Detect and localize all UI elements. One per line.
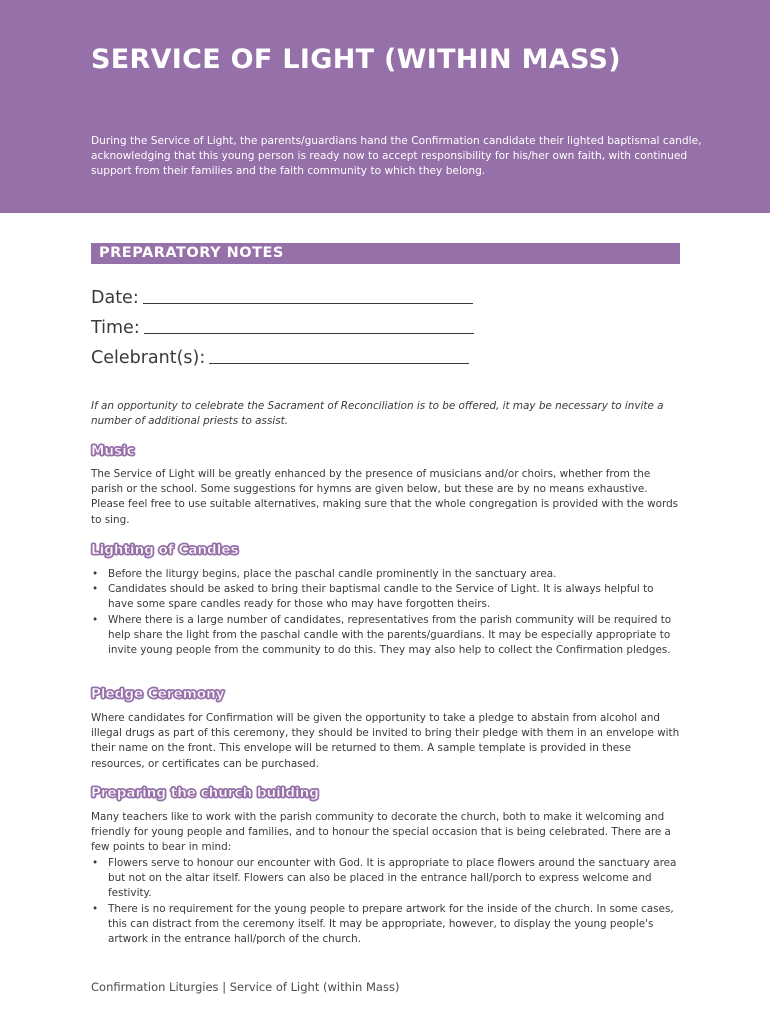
candles-list	[91, 567, 681, 658]
page-title: SERVICE OF LIGHT (WITHIN MASS)	[91, 44, 621, 75]
date-blank-line	[143, 283, 473, 304]
time-field	[91, 313, 474, 343]
candles-heading: Lighting of Candles	[91, 542, 239, 558]
list-item: • Where there is a large number of candidates, representatives from the parish community will be required to help share the light from the paschal candle with the parents/guardians. It may be especially appropriate to invite young people from the community to do this. They may also help to collect the Confirmation pledges.	[91, 613, 681, 659]
reconciliation-note: If an opportunity to celebrate the Sacrament of Reconciliation is to be offered, it may be necessary to invite a number of additional priests to assist.	[91, 400, 664, 428]
intro-text: During the Service of Light, the parents/guardians hand the Confirmation candidate their lighted baptismal candle, acknowledging that this young person is ready now to accept responsibility for his/her own faith, with continued support from their families and the faith community to which they belong.	[91, 135, 702, 178]
date-label: Date:	[91, 288, 139, 308]
date-field	[91, 283, 473, 313]
celebrant-label: Celebrant(s):	[91, 348, 206, 368]
music-heading: Music	[91, 443, 135, 459]
list-item: • There is no requirement for the young people to prepare artwork for the inside of the church. In some cases, this can distract from the ceremony itself. It may be appropriate, however, to display the young people's artwork in the entrance hall/porch of the church.	[91, 902, 681, 948]
time-label: Time:	[91, 318, 140, 338]
list-item: • Candidates should be asked to bring their baptismal candle to the Service of Light. It is always helpful to have some spare candles ready for those who may have forgotten theirs.	[91, 582, 681, 612]
list-item: • Before the liturgy begins, place the paschal candle prominently in the sanctuary area.	[91, 567, 681, 582]
time-blank-line	[144, 313, 474, 334]
music-text: The Service of Light will be greatly enhanced by the presence of musicians and/or choirs, whether from the parish or the school. Some suggestions for hymns are given below, but these are by no means exhaustive. Please feel free to use suitable alternatives, making sure that the whole congregation is provided with the words to sing.	[91, 468, 679, 526]
church-heading: Preparing the church building	[91, 785, 319, 801]
footer-text: Confirmation Liturgies | Service of Light (within Mass)	[91, 980, 400, 994]
header-banner	[0, 0, 770, 213]
church-text: Many teachers like to work with the parish community to decorate the church, both to make it welcoming and friendly for young people and families, and to honour the special occasion that is being celebrated. There are a few points to bear in mind:	[91, 811, 671, 854]
list-item: • Flowers serve to honour our encounter with God. It is appropriate to place flowers around the sanctuary area but not on the altar itself. Flowers can also be placed in the entrance hall/porch to express welcome and festivity.	[91, 856, 681, 902]
pledge-heading: Pledge Ceremony	[91, 686, 225, 702]
church-list	[91, 856, 681, 947]
celebrant-field	[91, 343, 469, 373]
pledge-text: Where candidates for Confirmation will be given the opportunity to take a pledge to abstain from alcohol and illegal drugs as part of this ceremony, they should be invited to bring their pledge with them in an envelope with their name on the front. This envelope will be returned to them. A sample template is provided in these resources, or certificates can be purchased.	[91, 712, 680, 770]
celebrant-blank-line	[209, 343, 469, 364]
preparatory-notes-heading: PREPARATORY NOTES	[91, 243, 680, 264]
